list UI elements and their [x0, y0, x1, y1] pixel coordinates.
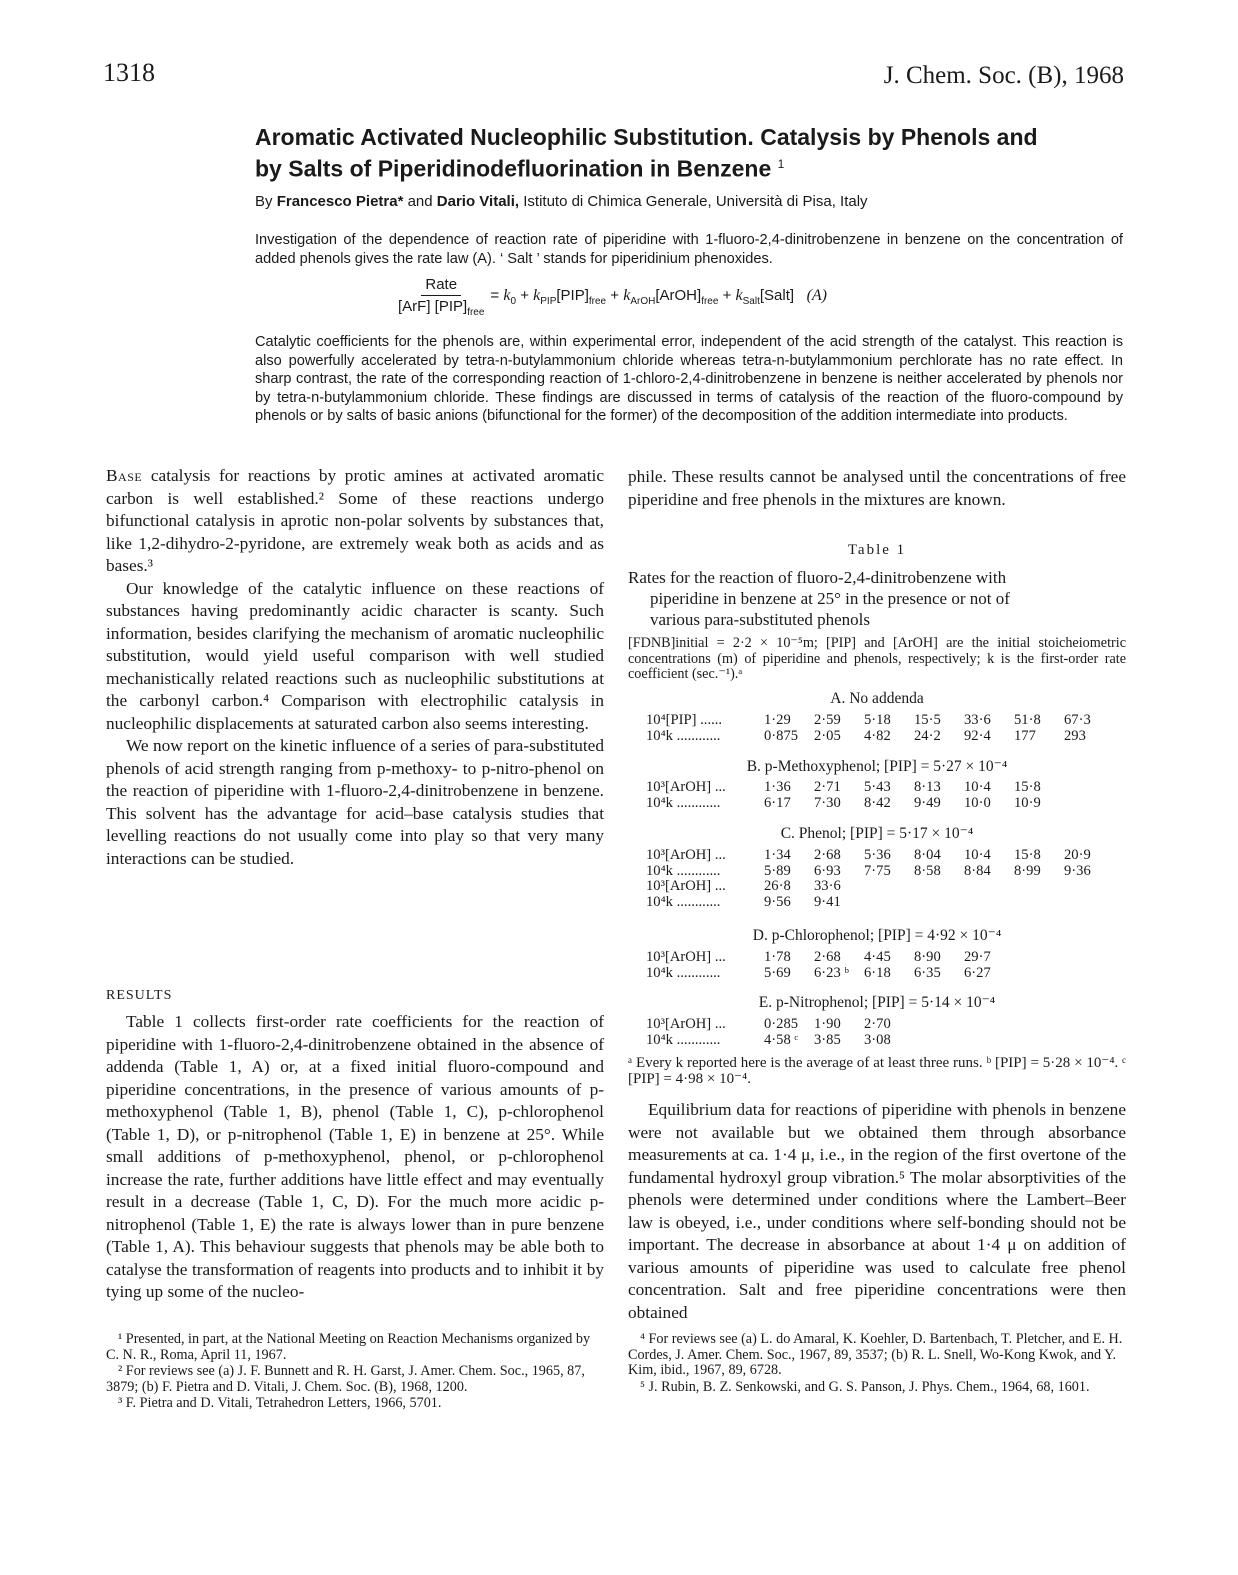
footnote-4: ⁴ For reviews see (a) L. do Amaral, K. Koehler, D. Bartenbach, T. Pletcher, and E. H. Cordes, J. Amer. Chem. Soc., 1967, 89, 3537; (b) R. L. Snell, Wo-Kong Kwok, and Y. Kim, ibid., 1967, 89, 6728.	[628, 1331, 1123, 1378]
table-row: 10⁴k ............ 6·17 7·30 8·42 9·49 10·0 10·9	[646, 794, 1041, 811]
article-title	[255, 124, 1135, 183]
table-row: 10³[ArOH] ... 1·78 2·68 4·45 8·90 29·7	[646, 949, 991, 965]
table-section-heading: A. No addenda	[830, 690, 924, 707]
table-row: 10³[ArOH] ... 0·285 1·90 2·70	[646, 1016, 891, 1032]
left-column-intro	[106, 465, 604, 870]
table-row: 10⁴[PIP] ...... 1·29 2·59 5·18 15·5 33·6 51·8 67·3	[646, 712, 1091, 728]
title-line-2: by Salts of Piperidinodefluorination in Benzene	[255, 155, 772, 182]
abstract-part-2: Catalytic coefficients for the phenols are, within experimental error, independent of the acid strength of the catalyst. This reaction is also powerfully accelerated by tetra-n-butylammonium chloride whereas tetra-n-butylammonium perchlorate has no rate effect. In sharp contrast, the rate of the corresponding reaction of 1-chloro-2,4-dinitrobenzene in benzene is neither accelerated by phenols nor by tetra-n-butylammonium chloride. These findings are discussed in terms of catalysis of the reaction of the fluoro-compound by phenols or by salts of basic anions (bifunctional for the former) of the decomposition of the addition intermediate into products.	[255, 334, 1123, 424]
table-row: 10³[ArOH] ... 26·8 33·6	[646, 878, 841, 894]
rate-fraction	[398, 276, 484, 318]
table-row: 10⁴k ............ 0·875 2·05 4·82 24·2 92·4 177 293	[646, 727, 1086, 744]
title-line-1: Aromatic Activated Nucleophilic Substitution. Catalysis by Phenols and	[255, 124, 1038, 150]
author-2: Dario Vitali,	[436, 193, 520, 210]
table-section-heading: D. p-Chlorophenol; [PIP] = 4·92 × 10⁻⁴	[752, 927, 1002, 944]
table-section-heading: B. p-Methoxyphenol; [PIP] = 5·27 × 10⁻⁴	[746, 758, 1008, 775]
table-section-heading: C. Phenol; [PIP] = 5·17 × 10⁻⁴	[780, 825, 974, 842]
equation-rhs: = $k_0 + k_{PIP}[PIP]_{free}$ + $k_{ArOH}[ArOH]_{free}$ + $k_{Salt}[Salt]$ (A)	[490, 287, 828, 307]
paragraph-1: Base catalysis for reactions by protic amines at activated aromatic carbon is well established.² Some of these reactions undergo bifunctional catalysis in aprotic non-polar solvents by substances that, like 1,2-dihydro-2-pyridone, are extremely weak both as acids and as bases.³	[106, 466, 604, 575]
table-section-b	[646, 780, 1064, 811]
footnote-3: ³ F. Pietra and D. Vitali, Tetrahedron Letters, 1966, 5701.	[118, 1395, 442, 1411]
byline	[255, 193, 1135, 210]
footnote-2: ² For reviews see (a) J. F. Bunnett and R. H. Garst, J. Amer. Chem. Soc., 1965, 87, 3879; (b) F. Pietra and D. Vitali, J. Chem. Soc. (B), 1968, 1200.	[106, 1363, 585, 1395]
right-column-equilibrium	[628, 1099, 1126, 1324]
page-number: 1318	[103, 58, 155, 87]
paragraph-3: We now report on the kinetic influence of a series of para-substituted phenols of acid strength ranging from p-methoxy- to p-nitro-phenol on the reaction of piperidine with 1-fluoro-2,4-dinitrobenzene in benzene. This solvent has the advantage for acid–base catalysis studies that levelling reactions do not usually come into play so that very many interactions can be studied.	[106, 736, 604, 868]
section-heading-results: RESULTS	[106, 988, 173, 1003]
title-footnote-mark: 1	[777, 157, 785, 171]
table-section-d	[646, 950, 1014, 981]
table-caption: Rates for the reaction of fluoro-2,4-dinitrobenzene with piperidine in benzene at 25° in the presence or not of various para-substituted phenols	[628, 568, 1010, 629]
author-1: Francesco Pietra*	[276, 193, 404, 210]
table-row: 10⁴k ............ 5·89 6·93 7·75 8·58 8·84 8·99 9·36	[646, 862, 1091, 879]
footnote-5: ⁵ J. Rubin, B. Z. Senkowski, and G. S. Panson, J. Phys. Chem., 1964, 68, 1601.	[640, 1378, 1090, 1395]
table-row: 10⁴k ............ 4·58 ᶜ 3·85 3·08	[646, 1031, 891, 1048]
paragraph-5: phile. These results cannot be analysed until the concentrations of free piperidine and free phenols in the mixtures are known.	[628, 467, 1126, 509]
table-row: 10⁴k ............ 9·56 9·41	[646, 893, 841, 910]
table-section-c	[646, 848, 1114, 910]
fraction-denominator: [ArF] $[PIP]_{free}$	[398, 298, 485, 318]
table-section-e	[646, 1017, 914, 1048]
equation-label: (A)	[806, 287, 828, 304]
abstract-part-1: Investigation of the dependence of reaction rate of piperidine with 1-fluoro-2,4-dinitrobenzene in benzene on the concentration of added phenols gives the rate law (A). ‘ Salt ’ stands for piperidinium phenoxides.	[255, 232, 1123, 267]
left-column-results	[106, 1011, 604, 1304]
table-footnote: ᵃ Every k reported here is the average of at least three runs. ᵇ [PIP] = 5·28 × 10⁻⁴. ᶜ [PIP] = 4·98 × 10⁻⁴.	[628, 1055, 1126, 1087]
table-section-heading: E. p-Nitrophenol; [PIP] = 5·14 × 10⁻⁴	[758, 994, 996, 1011]
table-section-a	[646, 713, 1114, 744]
table-row: 10³[ArOH] ... 1·34 2·68 5·36 8·04 10·4 15·8 20·9	[646, 847, 1091, 863]
byline-prefix: By	[255, 193, 273, 210]
fraction-numerator: Rate	[421, 276, 461, 296]
journal-reference: J. Chem. Soc. (B), 1968	[883, 62, 1124, 89]
table-note: [FDNB]initial = 2·2 × 10⁻⁵m; [PIP] and [ArOH] are the initial stoicheiometric concentrations (m) of piperidine and phenols, respectively; k is the first-order rate coefficient (sec.⁻¹).ᵃ	[628, 635, 1126, 682]
paragraph-4: Table 1 collects first-order rate coefficients for the reaction of piperidine with 1-fluoro-2,4-dinitrobenzene obtained in the absence of addenda (Table 1, A) or, at a fixed initial fluoro-compound and piperidine concentrations, in the presence of various amounts of p-methoxyphenol (Table 1, B), phenol (Table 1, C), p-chlorophenol (Table 1, D), or p-nitrophenol (Table 1, E) in benzene at 25°. While small additions of p-methoxyphenol, phenol, or p-chlorophenol increase the rate, further additions have little effect and may eventually result in a decrease (Table 1, C, D). For the much more acidic p-nitrophenol (Table 1, E) the rate is always lower than in pure benzene (Table 1, A). This behaviour suggests that phenols may be able both to catalyse the transformation of reagents into products and to inhibit it by tying up some of the nucleo-	[106, 1012, 604, 1301]
table-row: 10³[ArOH] ... 1·36 2·71 5·43 8·13 10·4 15·8	[646, 779, 1041, 795]
byline-and: and	[407, 193, 433, 210]
paragraph-6: Equilibrium data for reactions of piperidine with phenols in benzene were not available but we obtained them through absorbance measurements at ca. 1·4 μ, i.e., in the region of the first overtone of the fundamental hydroxyl group vibration.⁵ The molar absorptivities of the phenols were determined under conditions where the Lambert–Beer law is obeyed, i.e., under conditions where self-bonding should not be important. The decrease in absorbance at about 1·4 μ on addition of various amounts of piperidine was used to calculate free phenol concentration. Salt and free piperidine concentrations were then obtained	[628, 1100, 1126, 1322]
footnotes-right	[628, 1332, 1126, 1396]
table-title: Table 1	[847, 542, 907, 558]
table-row: 10⁴k ............ 5·69 6·23 ᵇ 6·18 6·35 6·27	[646, 964, 991, 981]
right-column-intro	[628, 466, 1126, 511]
rate-equation	[398, 276, 827, 318]
footnote-1: ¹ Presented, in part, at the National Meeting on Reaction Mechanisms organized by C. N. R., Roma, April 11, 1967.	[106, 1331, 591, 1363]
footnotes-left	[106, 1332, 604, 1413]
paragraph-2: Our knowledge of the catalytic influence on these reactions of substances having predominantly acidic character is scanty. Such information, besides clarifying the mechanism of aromatic nucleophilic substitution, would yield useful comparison with well studied mechanistically related reactions such as nucleophilic substitutions at the carbonyl carbon.⁴ Comparison with electrophilic catalysis in nucleophilic displacements at saturated carbon also seems interesting.	[106, 578, 604, 733]
affiliation: Istituto di Chimica Generale, Università di Pisa, Italy	[523, 193, 868, 210]
